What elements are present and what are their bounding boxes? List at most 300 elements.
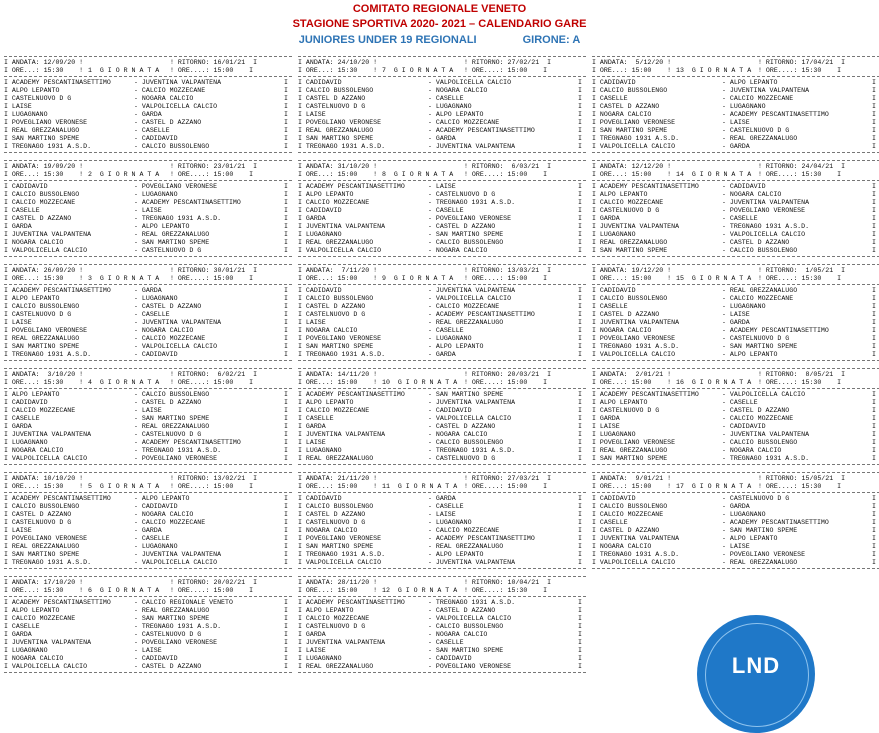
home-team: I ACADEMY PESCANTINASETTIMO [4,79,111,86]
home-team: I SAN MARTINO SPEME [298,135,374,142]
match-row [298,439,586,447]
away-team: - CASTEL D AZZANO [722,407,790,414]
row-border: I [284,607,288,614]
home-team: I JUVENTINA VALPANTENA [4,231,92,238]
away-team: - CASELLE [134,127,170,134]
giornata-times [592,171,879,179]
andata-date: I ANDATA: 28/11/20 ! [298,579,378,586]
away-team: - CALCIO MOZZECANE [722,415,794,422]
match-row [4,607,292,615]
ritorno-date: ! RITORNO: 23/01/21 I [170,163,258,170]
away-team: - NOGARA CALCIO [428,631,488,638]
away-team: - CASTELNUOVO D G [428,191,496,198]
home-team: I REAL GREZZANALUGO [298,455,374,462]
home-team: I CADIDAVID [298,495,342,502]
giornata-header [298,579,586,587]
home-team: I REAL GREZZANALUGO [298,127,374,134]
match-row [592,335,879,343]
home-team: I JUVENTINA VALPANTENA [4,431,92,438]
home-team: I TREGNAGO 1931 A.S.D. [592,551,680,558]
away-team: - CALCIO BUSSOLENGO [428,239,504,246]
match-row [298,87,586,95]
row-border: I [578,215,582,222]
away-team: - REAL GREZZANALUGO [134,607,210,614]
away-team: - NOGARA CALCIO [722,191,782,198]
away-team: - ACADEMY PESCANTINASETTIMO [428,127,535,134]
andata-date: I ANDATA: 19/12/20 ! [592,267,672,274]
away-team: - CADIDAVID [722,183,766,190]
match-row [592,135,879,143]
row-border: I [578,231,582,238]
ritorno-time: ! ORE....: 15:00 I [464,275,548,282]
home-team: I GARDA [298,631,326,638]
andata-time: I ORE...: 15:00 ! [592,483,672,490]
home-team: I GARDA [4,423,32,430]
row-border: I [578,319,582,326]
away-team: - CALCIO MOZZECANE [134,335,206,342]
home-team: I VALPOLICELLA CALCIO [4,455,88,462]
match-row [298,111,586,119]
ritorno-date: ! RITORNO: 10/04/21 I [464,579,552,586]
home-team: I NOGARA CALCIO [592,327,652,334]
giornata-label: 7 G I O R N A T A [382,67,454,74]
away-team: - CADIDAVID [428,655,472,662]
away-team: - ACADEMY PESCANTINASETTIMO [722,327,829,334]
giornata-label: 1 G I O R N A T A [88,67,160,74]
home-team: I LUGAGNANO [592,431,636,438]
away-team: - NOGARA CALCIO [428,431,488,438]
home-team: I LUGAGNANO [298,655,342,662]
match-row [298,295,586,303]
away-team: - GARDA [428,495,456,502]
row-border: I [578,287,582,294]
row-border: I [578,95,582,102]
away-team: - VALPOLICELLA CALCIO [722,231,806,238]
match-row [4,391,292,399]
row-border: I [284,127,288,134]
ritorno-date: ! RITORNO: 6/02/21 I [170,371,258,378]
home-team: I JUVENTINA VALPANTENA [298,431,386,438]
home-team: I CASELLE [4,415,40,422]
match-row [4,95,292,103]
giornata-header [4,579,292,587]
ritorno-date: ! RITORNO: 20/02/21 I [170,579,258,586]
row-border: I [284,527,288,534]
giornata-times [4,275,292,283]
match-row [4,327,292,335]
giornata-block [592,472,879,570]
giornata-times [298,171,586,179]
away-team: - LUGAGNANO [428,335,472,342]
giornata-times [592,483,879,491]
home-team: I ALPO LEPANTO [4,87,60,94]
home-team: I LUGAGNANO [4,439,48,446]
match-row [4,119,292,127]
row-border: I [578,239,582,246]
giornata-header [298,371,586,379]
match-row [592,415,879,423]
row-border: I [284,183,288,190]
home-team: I TREGNAGO 1931 A.S.D. [298,143,386,150]
match-row [4,215,292,223]
row-border: I [872,551,876,558]
giornata-times [4,587,292,595]
giornata-label: 13 G I O R N A T A [676,67,752,74]
away-team: - GARDA [428,351,456,358]
away-team: - REAL GREZZANALUGO [722,287,798,294]
match-row [298,223,586,231]
match-row [4,423,292,431]
giornata-block [4,576,292,674]
match-row [592,327,879,335]
home-team: I POVEGLIANO VERONESE [298,335,382,342]
match-row [4,631,292,639]
row-border: I [872,215,876,222]
row-border: I [578,647,582,654]
row-border: I [284,335,288,342]
away-team: - CASELLE [428,327,464,334]
giornata-block [592,264,879,362]
row-border: I [284,663,288,670]
away-team: - LAISE [134,207,162,214]
divider [4,492,292,494]
home-team: I CASTEL D AZZANO [592,103,660,110]
logo-text: LND [731,653,781,678]
giornata-block [4,160,292,258]
row-border: I [578,119,582,126]
home-team: I GARDA [4,631,32,638]
match-row [298,287,586,295]
row-border: I [872,287,876,294]
home-team: I CADIDAVID [592,79,636,86]
row-border: I [284,503,288,510]
away-team: - CASTEL D AZZANO [134,119,202,126]
row-border: I [284,639,288,646]
match-row [4,511,292,519]
home-team: I SAN MARTINO SPEME [592,127,668,134]
row-border: I [872,543,876,550]
home-team: I VALPOLICELLA CALCIO [4,663,88,670]
divider [298,576,586,578]
giornata-block [298,368,586,466]
match-row [592,535,879,543]
row-border: I [284,199,288,206]
home-team: I ALPO LEPANTO [4,391,60,398]
away-team: - ALPO LEPANTO [134,223,190,230]
match-row [592,215,879,223]
divider [4,388,292,390]
home-team: I CADIDAVID [298,79,342,86]
away-team: - LAISE [722,543,750,550]
away-team: - POVEGLIANO VERONESE [428,663,512,670]
away-team: - REAL GREZZANALUGO [134,231,210,238]
away-team: - VALPOLICELLA CALCIO [428,295,512,302]
match-row [298,343,586,351]
row-border: I [578,543,582,550]
row-border: I [284,247,288,254]
giornata-label: 15 G I O R N A T A [676,275,752,282]
divider [298,492,586,494]
row-border: I [578,311,582,318]
group-label: GIRONE: A [522,34,581,46]
giornata-block [4,264,292,362]
away-team: - VALPOLICELLA CALCIO [428,79,512,86]
divider [4,180,292,182]
divider [4,284,292,286]
home-team: I ACADEMY PESCANTINASETTIMO [592,391,699,398]
row-border: I [284,319,288,326]
away-team: - GARDA [722,319,750,326]
home-team: I NOGARA CALCIO [298,527,358,534]
home-team: I TREGNAGO 1931 A.S.D. [298,551,386,558]
divider [4,160,292,162]
home-team: I CASELLE [592,519,628,526]
andata-date: I ANDATA: 2/01/21 ! [592,371,672,378]
home-team: I CALCIO BUSSOLENGO [4,503,80,510]
row-border: I [872,183,876,190]
giornata-label: 16 G I O R N A T A [676,379,752,386]
away-team: - TREGNAGO 1931 A.S.D. [134,447,222,454]
match-row [4,559,292,567]
home-team: I CALCIO MOZZECANE [4,407,76,414]
away-team: - CASTELNUOVO D G [134,247,202,254]
home-team: I POVEGLIANO VERONESE [4,535,88,542]
match-row [592,231,879,239]
home-team: I JUVENTINA VALPANTENA [298,223,386,230]
giornata-label: 12 G I O R N A T A [382,587,458,594]
giornata-times [592,379,879,387]
row-border: I [872,495,876,502]
match-row [298,231,586,239]
divider [592,472,879,474]
match-row [4,87,292,95]
row-border: I [578,447,582,454]
row-border: I [284,231,288,238]
row-border: I [284,535,288,542]
row-border: I [578,327,582,334]
match-row [4,223,292,231]
match-row [592,495,879,503]
away-team: - POVEGLIANO VERONESE [722,207,806,214]
match-row [298,447,586,455]
match-row [4,303,292,311]
row-border: I [284,303,288,310]
row-border: I [284,135,288,142]
home-team: I TREGNAGO 1931 A.S.D. [4,351,92,358]
row-border: I [872,303,876,310]
away-team: - CALCIO BUSSOLENGO [428,623,504,630]
ritorno-time: ! ORE....: 15:30 I [758,483,842,490]
match-row [4,407,292,415]
match-row [592,79,879,87]
home-team: I CALCIO BUSSOLENGO [298,295,374,302]
away-team: - SAN MARTINO SPEME [722,527,798,534]
row-border: I [284,415,288,422]
away-team: - CASELLE [722,215,758,222]
divider [592,368,879,370]
away-team: - REAL GREZZANALUGO [428,319,504,326]
match-row [298,215,586,223]
andata-time: I ORE...: 15:30 ! [4,483,84,490]
match-row [4,655,292,663]
home-team: I NOGARA CALCIO [4,655,64,662]
match-row [298,543,586,551]
home-team: I NOGARA CALCIO [592,111,652,118]
match-row [592,423,879,431]
away-team: - NOGARA CALCIO [428,87,488,94]
away-team: - LUGAGNANO [428,519,472,526]
divider [298,264,586,266]
match-row [592,207,879,215]
row-border: I [284,295,288,302]
row-border: I [578,207,582,214]
home-team: I CALCIO MOZZECANE [298,615,370,622]
row-border: I [578,663,582,670]
match-row [298,599,586,607]
home-team: I CASELLE [592,303,628,310]
home-team: I SAN MARTINO SPEME [4,551,80,558]
ritorno-time: ! ORE....: 15:30 I [758,67,842,74]
home-team: I ALPO LEPANTO [298,191,354,198]
row-border: I [872,527,876,534]
home-team: I LAISE [4,527,32,534]
divider [298,596,586,598]
divider [592,388,879,390]
away-team: - CADIDAVID [134,135,178,142]
row-border: I [872,207,876,214]
giornata-block [298,160,586,258]
away-team: - CASTELNUOVO D G [134,431,202,438]
divider [592,360,879,362]
away-team: - LAISE [428,511,456,518]
divider [298,56,586,58]
home-team: I CASTEL D AZZANO [4,215,72,222]
home-team: I TREGNAGO 1931 A.S.D. [298,351,386,358]
away-team: - TREGNAGO 1931 A.S.D. [428,599,516,606]
away-team: - CASTEL D AZZANO [428,223,496,230]
home-team: I REAL GREZZANALUGO [298,239,374,246]
divider [4,672,292,674]
home-team: I ACADEMY PESCANTINASETTIMO [4,599,111,606]
row-border: I [872,127,876,134]
divider [298,464,586,466]
away-team: - ACADEMY PESCANTINASETTIMO [722,519,829,526]
home-team: I CADIDAVID [592,495,636,502]
andata-date: I ANDATA: 31/10/20 ! [298,163,378,170]
divider [298,256,586,258]
home-team: I LAISE [4,103,32,110]
match-row [4,447,292,455]
match-row [592,319,879,327]
home-team: I CASELLE [592,95,628,102]
row-border: I [284,79,288,86]
ritorno-date: ! RITORNO: 20/03/21 I [464,371,552,378]
match-row [4,287,292,295]
match-row [4,199,292,207]
row-border: I [578,527,582,534]
match-row [4,191,292,199]
match-row [4,79,292,87]
divider [4,264,292,266]
home-team: I CASTEL D AZZANO [298,303,366,310]
row-border: I [578,407,582,414]
away-team: - CADIDAVID [134,655,178,662]
giornata-times [298,587,586,595]
home-team: I SAN MARTINO SPEME [298,543,374,550]
away-team: - TREGNAGO 1931 A.S.D. [428,447,516,454]
match-row [4,623,292,631]
match-row [4,431,292,439]
match-row [4,231,292,239]
home-team: I CASELLE [4,623,40,630]
match-row [298,623,586,631]
match-row [298,655,586,663]
match-row [592,183,879,191]
row-border: I [578,391,582,398]
row-border: I [872,311,876,318]
match-row [4,335,292,343]
away-team: - CADIDAVID [134,503,178,510]
row-border: I [284,495,288,502]
giornata-header [298,59,586,67]
row-border: I [578,655,582,662]
row-border: I [284,647,288,654]
away-team: - ACADEMY PESCANTINASETTIMO [428,535,535,542]
match-row [298,631,586,639]
away-team: - CASTELNUOVO D G [722,127,790,134]
home-team: I GARDA [4,223,32,230]
divider [4,568,292,570]
ritorno-time: ! ORE....: 15:30 I [758,275,842,282]
andata-time: I ORE...: 15:30 ! [4,171,84,178]
match-row [4,615,292,623]
away-team: - POVEGLIANO VERONESE [722,551,806,558]
away-team: - JUVENTINA VALPANTENA [134,319,222,326]
match-row [4,535,292,543]
away-team: - VALPOLICELLA CALCIO [134,103,218,110]
giornata-header [592,59,879,67]
andata-date: I ANDATA: 12/09/20 ! [4,59,84,66]
giornata-label: 4 G I O R N A T A [88,379,160,386]
divider [298,388,586,390]
match-row [4,399,292,407]
home-team: I POVEGLIANO VERONESE [592,335,676,342]
match-row [298,503,586,511]
home-team: I LUGAGNANO [4,111,48,118]
giornata-block [298,264,586,362]
row-border: I [578,143,582,150]
giornata-header [4,475,292,483]
row-border: I [578,503,582,510]
home-team: I CALCIO MOZZECANE [592,511,664,518]
row-border: I [578,111,582,118]
home-team: I ALPO LEPANTO [592,399,648,406]
giornata-block [592,160,879,258]
match-row [298,551,586,559]
home-team: I POVEGLIANO VERONESE [592,439,676,446]
row-border: I [284,343,288,350]
ritorno-date: ! RITORNO: 8/05/21 I [758,371,846,378]
home-team: I CASTELNUOVO D G [298,103,366,110]
home-team: I ACADEMY PESCANTINASETTIMO [298,183,405,190]
column-2 [298,55,586,680]
match-row [298,607,586,615]
match-row [592,87,879,95]
giornata-block [592,368,879,466]
row-border: I [284,391,288,398]
row-border: I [284,111,288,118]
away-team: - POVEGLIANO VERONESE [134,455,218,462]
